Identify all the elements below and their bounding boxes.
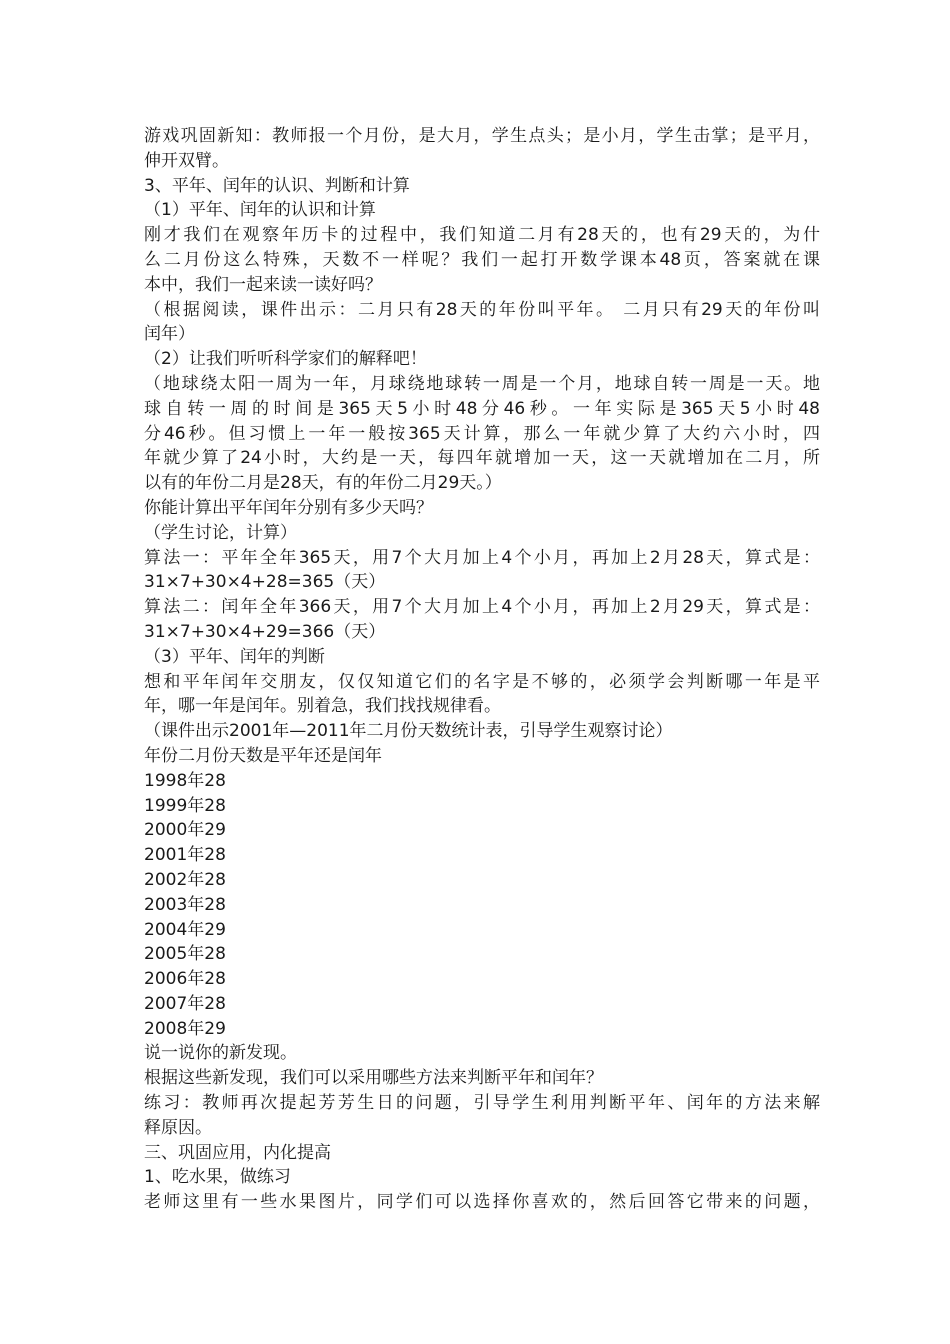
text-line: 31×7+30×4+28=365（天） xyxy=(144,572,386,593)
text-line: 2004年29 xyxy=(144,919,226,940)
text-line: 闰年） xyxy=(144,324,195,345)
text-line: 伸开双臂。 xyxy=(144,150,229,171)
text-line: 2007年28 xyxy=(144,993,226,1014)
text-line: （课件出示2001年—2011年二月份天数统计表，引导学生观察讨论） xyxy=(144,721,673,742)
text-line: 么二月份这么特殊，天数不一样呢？我们一起打开数学课本48页，答案就在课 xyxy=(144,249,820,270)
text-line: 练习：教师再次提起芳芳生日的问题，引导学生利用判断平年、闰年的方法来解 xyxy=(144,1093,820,1114)
text-line: 想和平年闰年交朋友，仅仅知道它们的名字是不够的，必须学会判断哪一年是平 xyxy=(144,671,820,692)
text-line: 年，哪一年是闰年。别着急，我们找找规律看。 xyxy=(144,696,501,717)
text-line: 年份二月份天数是平年还是闰年 xyxy=(144,745,382,766)
text-line: 三、巩固应用，内化提高 xyxy=(144,1142,331,1163)
text-line: 算法一：平年全年365天，用7个大月加上4个小月，再加上2月28天，算式是： xyxy=(144,547,820,568)
text-line: （学生讨论，计算） xyxy=(144,522,297,543)
text-line: 1、吃水果，做练习 xyxy=(144,1167,291,1188)
text-line: 2000年29 xyxy=(144,820,226,841)
text-line: 3、平年、闰年的认识、判断和计算 xyxy=(144,175,410,196)
text-line: 1998年28 xyxy=(144,770,226,791)
text-line: 释原因。 xyxy=(144,1117,212,1138)
text-line: 刚才我们在观察年历卡的过程中，我们知道二月有28天的，也有29天的，为什 xyxy=(144,225,820,246)
text-line: 游戏巩固新知：教师报一个月份，是大月，学生点头；是小月，学生击掌；是平月， xyxy=(144,126,820,146)
text-line: （3）平年、闰年的判断 xyxy=(144,646,325,667)
text-line: （2）让我们听听科学家们的解释吧！ xyxy=(144,349,427,370)
text-line: 2006年28 xyxy=(144,969,226,990)
text-line: 根据这些新发现，我们可以采用哪些方法来判断平年和闰年？ xyxy=(144,1068,603,1089)
text-line: 以有的年份二月是28天，有的年份二月29天。） xyxy=(144,473,502,494)
text-line: （1）平年、闰年的认识和计算 xyxy=(144,200,376,221)
text-line: 年就少算了24小时，大约是一天，每四年就增加一天，这一天就增加在二月，所 xyxy=(144,448,820,469)
text-line: 老师这里有一些水果图片，同学们可以选择你喜欢的，然后回答它带来的问题， xyxy=(144,1192,820,1213)
text-line: 分46秒。但习惯上一年一般按365天计算，那么一年就少算了大约六小时，四 xyxy=(144,423,820,444)
text-line: 你能计算出平年闰年分别有多少天吗？ xyxy=(144,497,433,518)
text-line: 2001年28 xyxy=(144,845,226,866)
text-line: 2003年28 xyxy=(144,894,226,915)
text-line: 31×7+30×4+29=366（天） xyxy=(144,621,386,642)
text-line: （根据阅读，课件出示：二月只有28天的年份叫平年。 二月只有29天的年份叫 xyxy=(144,299,820,320)
text-line: （地球绕太阳一周为一年，月球绕地球转一周是一个月，地球自转一周是一天。地 xyxy=(144,373,820,394)
text-line: 2002年28 xyxy=(144,869,226,890)
text-line: 2008年29 xyxy=(144,1018,226,1039)
text-line: 本中，我们一起来读一读好吗？ xyxy=(144,274,382,295)
text-line: 2005年28 xyxy=(144,944,226,965)
text-line: 球自转一周的时间是365天5小时48分46秒。一年实际是365天5小时48 xyxy=(144,398,820,419)
text-line: 说一说你的新发现。 xyxy=(144,1043,297,1064)
text-line: 1999年28 xyxy=(144,795,226,816)
document-body xyxy=(144,124,820,1215)
text-line: 算法二：闰年全年366天，用7个大月加上4个小月，再加上2月29天，算式是： xyxy=(144,597,820,618)
